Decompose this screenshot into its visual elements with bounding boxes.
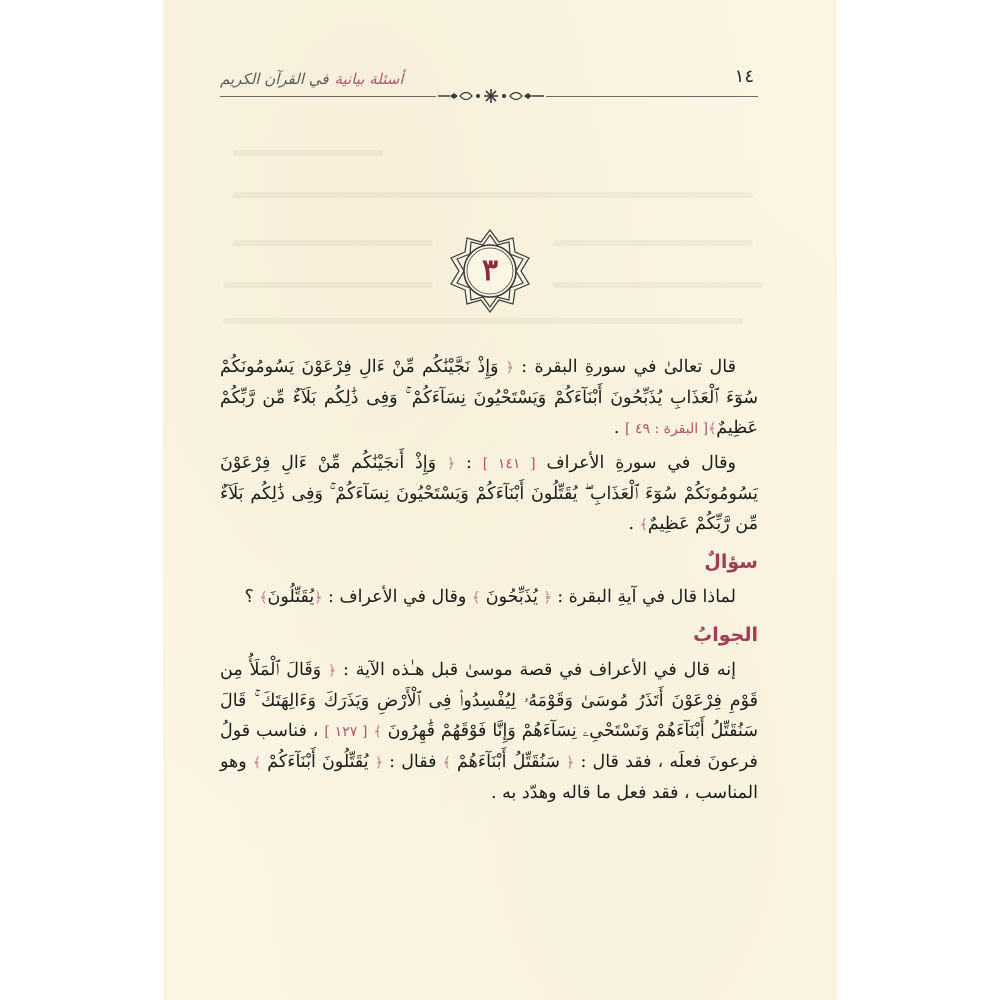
verse-open-ornament: ﴿ (566, 755, 575, 771)
verse-close-ornament: ﴾ (442, 755, 451, 771)
verse-reference: [ البقرة : ٤٩ ] (625, 421, 709, 437)
running-header (220, 66, 758, 106)
verse-reference: [ ١٤١ ] (482, 456, 536, 472)
quran-verse: وَقَالَ ٱلْمَلَأُ مِن قَوْمِ فِرْعَوْنَ أَتَذَرُ مُوسَىٰ وَقَوْمَهُۥ لِيُفْسِدُوا۟ فِى ٱلْأَرْضِ وَيَذَرَكَ وَءَالِهَتَكَ ۚ قَالَ سَنُقَتِّلُ أَبْنَآءَهُمْ وَنَسْتَحْىِۦ نِسَآءَهُمْ وَإِنَّا فَوْقَهُمْ قَٰهِرُونَ (220, 660, 758, 741)
quote-sanuqattilu: سَنُقَتِّلُ أَبْنَآءَهُمْ (457, 752, 560, 772)
answer-text (220, 655, 758, 808)
quoted-word-yudhabbihun: يُذَبِّحُونَ (485, 587, 538, 607)
verse-close-ornament: ﴾ (252, 755, 262, 771)
header-ornament-icon (436, 87, 546, 105)
question-mark: ؟ (244, 587, 254, 607)
verse-close-ornament: ﴾ (708, 421, 717, 437)
book-title-part2: في القرآن الكريم (220, 70, 329, 88)
bleed-through-line (233, 240, 433, 246)
intro-text: قال تعالىٰ في سورةِ البقرة : (521, 357, 736, 377)
verse-close-ornament: ﴾ (471, 590, 481, 606)
verse-open-ornament: ﴿ (327, 663, 337, 679)
verse-open-ornament: ﴿ (543, 590, 552, 606)
verse-open-ornament: ﴿ (314, 590, 323, 606)
verse-open-ornament: ﴿ (505, 360, 514, 376)
quran-verse: وَإِذْ نَجَّيْنَٰكُم مِّنْ ءَالِ فِرْعَوْنَ يَسُومُونَكُمْ سُوٓءَ ٱلْعَذَابِ يُذَبِّحُونَ أَبْنَآءَكُمْ وَيَسْتَحْيُونَ نِسَآءَكُمْ ۚ وَفِى ذَٰلِكُم بَلَآءٌ مِّن رَّبِّكُمْ عَظِيمٌ (220, 357, 758, 438)
bleed-through-line (223, 318, 743, 324)
bleed-through-line (553, 282, 763, 288)
verse-open-ornament: ﴿ (446, 456, 456, 472)
verse-open-ornament: ﴿ (374, 755, 384, 771)
question-intro: لماذا قال في آيةِ البقرة : (557, 587, 736, 607)
colon: : (465, 453, 472, 473)
period: . (628, 514, 635, 534)
answer-conclusion: وهو المناسب ، فقد فعل ما قاله وهدّد به . (220, 752, 758, 803)
verse-close-ornament: ﴾ (373, 724, 382, 740)
answer-intro: إنه قال في الأعراف في قصة موسىٰ قبل هـٰذه الآية : (343, 660, 736, 680)
paragraph-araf (220, 448, 758, 540)
verse-reference: [ ١٢٧ ] (324, 724, 368, 740)
period: . (613, 418, 620, 438)
answer-faqal: فقال : (389, 752, 437, 772)
book-title (220, 70, 404, 88)
page-number: ١٤ (734, 66, 754, 87)
book-title-part1: أسئلة بيانية (334, 70, 404, 88)
question-heading: سؤالٌ (704, 551, 758, 573)
paragraph-baqarah (220, 352, 758, 444)
book-page (163, 0, 837, 1000)
answer-heading: الجوابُ (693, 624, 758, 646)
quoted-word-yuqattilun: يُقَتِّلُونَ (267, 587, 315, 607)
intro-text: وقال في سورةِ الأعراف (546, 453, 736, 473)
quran-verse: وَإِذْ أَنجَيْنَٰكُم مِّنْ ءَالِ فِرْعَوْنَ يَسُومُونَكُمْ سُوٓءَ ٱلْعَذَابِ ۖ يُقَتِّلُونَ أَبْنَآءَكُمْ وَيَسْتَحْيُونَ نِسَآءَكُمْ ۚ وَفِى ذَٰلِكُم بَلَآءٌ مِّن رَّبِّكُمْ عَظِيمٌ (220, 453, 758, 534)
question-text (220, 582, 758, 613)
question-middle: وقال في الأعراف : (328, 587, 467, 607)
verse-close-ornament: ﴾ (639, 517, 648, 533)
section-rosette (447, 228, 533, 314)
section-number: ٣ (481, 253, 499, 288)
bleed-through-line (223, 282, 433, 288)
bleed-through-line (233, 150, 383, 156)
bleed-through-line (553, 240, 753, 246)
verse-close-ornament: ﴾ (259, 590, 268, 606)
page-body (220, 352, 758, 812)
answer-explanation: ، فناسب قولُ فرعونَ فعلَه ، فقد قال : (220, 721, 758, 772)
quote-yuqattiluna: يُقَتِّلُونَ أَبْنَآءَكُمْ (267, 752, 369, 772)
bleed-through-line (233, 192, 753, 198)
